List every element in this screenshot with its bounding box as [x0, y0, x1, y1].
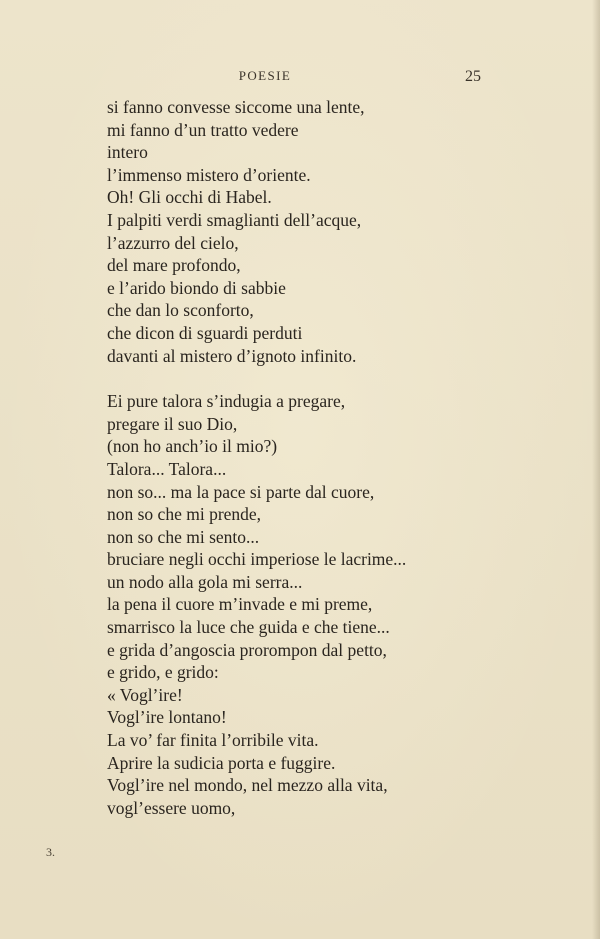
poem-line: non so... ma la pace si parte dal cuore,	[107, 481, 375, 502]
poem-line: davanti al mistero d’ignoto infinito.	[107, 345, 357, 366]
poem-line: Talora... Talora...	[107, 458, 227, 479]
poem-line: Oh! Gli occhi di Habel.	[107, 187, 272, 208]
poem-line: La vo’ far finita l’orribile vita.	[107, 730, 319, 751]
poem-line: Vogl’ire nel mondo, nel mezzo alla vita,	[107, 775, 388, 796]
poem-line: vogl’essere uomo,	[107, 797, 236, 818]
poem-line: non so che mi sento...	[107, 526, 260, 547]
poem-line: bruciare negli occhi imperiose le lacrime...	[107, 549, 407, 570]
poem-line: Vogl’ire lontano!	[107, 707, 227, 728]
poem-line: e grido, e grido:	[107, 662, 219, 683]
poem-line: l’immenso mistero d’oriente.	[107, 164, 311, 185]
poem-line: I palpiti verdi smaglianti dell’acque,	[107, 209, 362, 230]
page-number: 25	[465, 68, 481, 85]
poem-line: mi fanno d’un tratto vedere	[107, 119, 299, 140]
poem-line: intero	[107, 142, 148, 163]
poem-line: la pena il cuore m’invade e mi preme,	[107, 594, 373, 615]
poem-line: pregare il suo Dio,	[107, 413, 238, 434]
poem-line: e grida d’angoscia prorompon dal petto,	[107, 639, 387, 660]
poem-line: che dan lo sconforto,	[107, 300, 254, 321]
running-title: POESIE	[238, 68, 292, 83]
poem-body	[107, 96, 567, 819]
poem-line: l’azzurro del cielo,	[107, 232, 239, 253]
stanza-2	[107, 390, 567, 819]
poem-line: e l’arido biondo di sabbie	[107, 277, 286, 298]
poem-line: (non ho anch’io il mio?)	[107, 436, 278, 457]
poem-line: Ei pure talora s’indugia a pregare,	[107, 391, 346, 412]
poem-line: un nodo alla gola mi serra...	[107, 571, 303, 592]
poem-line: « Vogl’ire!	[107, 684, 183, 705]
page-edge-shadow	[592, 0, 600, 939]
poem-line: si fanno convesse siccome una lente,	[107, 97, 365, 117]
poem-line: del mare profondo,	[107, 255, 241, 276]
poem-line: che dicon di sguardi perduti	[107, 322, 303, 343]
running-head	[0, 68, 600, 88]
stanza-1	[107, 96, 567, 367]
poem-line: non so che mi prende,	[107, 504, 262, 525]
poem-line: Aprire la sudicia porta e fuggire.	[107, 752, 336, 773]
signature-mark: 3.	[46, 845, 55, 859]
poem-line: smarrisco la luce che guida e che tiene...	[107, 617, 390, 638]
